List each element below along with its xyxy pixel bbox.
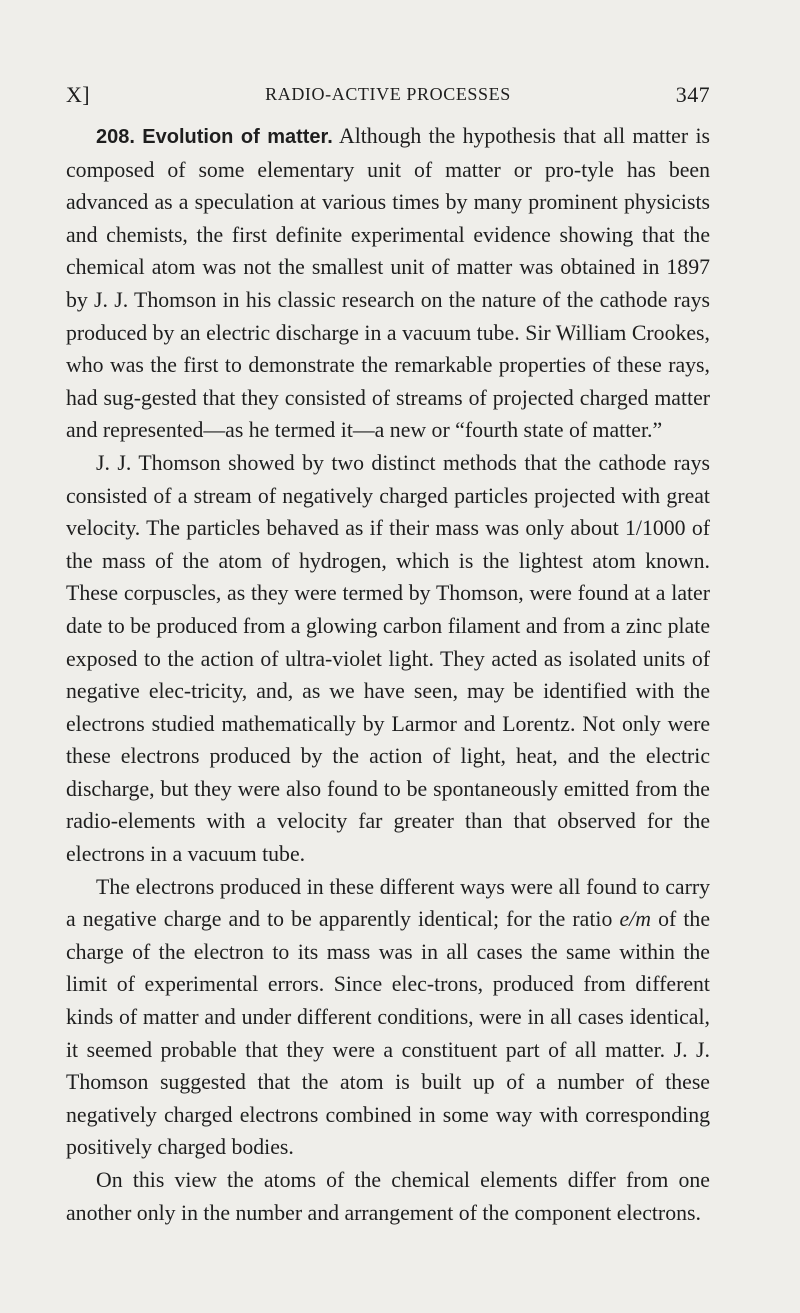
- paragraph-1: [66, 120, 710, 447]
- paragraph-3-text-end: of the charge of the electron to its mass was in all cases the same within the limit of experimental errors. Since elec-trons, produced from different kinds of matter and under different conditions, were in all cases identical, it seemed probable that they were a constituent part of all matter. J. J. Thomson suggested that the atom is built up of a number of these negatively charged electrons combined in some way with corresponding positively charged bodies.: [66, 907, 711, 1160]
- section-number: 208.: [96, 126, 135, 148]
- paragraph-1-text: Although the hypothesis that all matter is composed of some elementary unit of matter or pro-tyle has been advanced as a speculation at various times by many prominent physicists and chemists, the first definite experimental evidence showing that the chemical atom was not the smallest unit of matter was obtained in 1897 by J. J. Thomson in his classic research on the nature of the cathode rays produced by an electric discharge in a vacuum tube. Sir William Crookes, who was the first to demonstrate the remarkable properties of these rays, had sug-gested that they consisted of streams of projected charged matter and represented—as he termed it—a new or “fourth state of matter.”: [66, 124, 710, 443]
- running-head: [66, 82, 710, 112]
- section-title: Evolution of matter.: [142, 126, 333, 148]
- body-text: [66, 120, 710, 1229]
- paragraph-3: [66, 871, 710, 1164]
- running-title: RADIO-ACTIVE PROCESSES: [265, 84, 511, 104]
- page-number: 347: [675, 82, 710, 107]
- paragraph-2: J. J. Thomson showed by two distinct methods that the cathode rays consisted of a stream of negatively charged particles projected with great velocity. The particles behaved as if their mass was only about 1/1000 of the mass of the atom of hydrogen, which is the lightest atom known. These corpuscles, as they were termed by Thomson, were found at a later date to be produced from a glowing carbon filament and from a zinc plate exposed to the action of ultra-violet light. They acted as isolated units of negative elec-tricity, and, as we have seen, may be identified with the electrons studied mathematically by Larmor and Lorentz. Not only were these electrons produced by the action of light, heat, and the electric discharge, but they were also found to be spontaneously emitted from the radio-elements with a velocity far greater than that observed for the electrons in a vacuum tube.: [66, 450, 710, 867]
- paragraph-3-text-start: The electrons produced in these different ways were all found to carry a negative charge and to be apparently identical; for the ratio: [66, 874, 710, 932]
- chapter-marker: X]: [66, 82, 91, 107]
- charge-mass-ratio: e/m: [619, 907, 651, 932]
- paragraph-4: On this view the atoms of the chemical elements differ from one another only in the number and arrangement of the component electrons.: [66, 1168, 710, 1225]
